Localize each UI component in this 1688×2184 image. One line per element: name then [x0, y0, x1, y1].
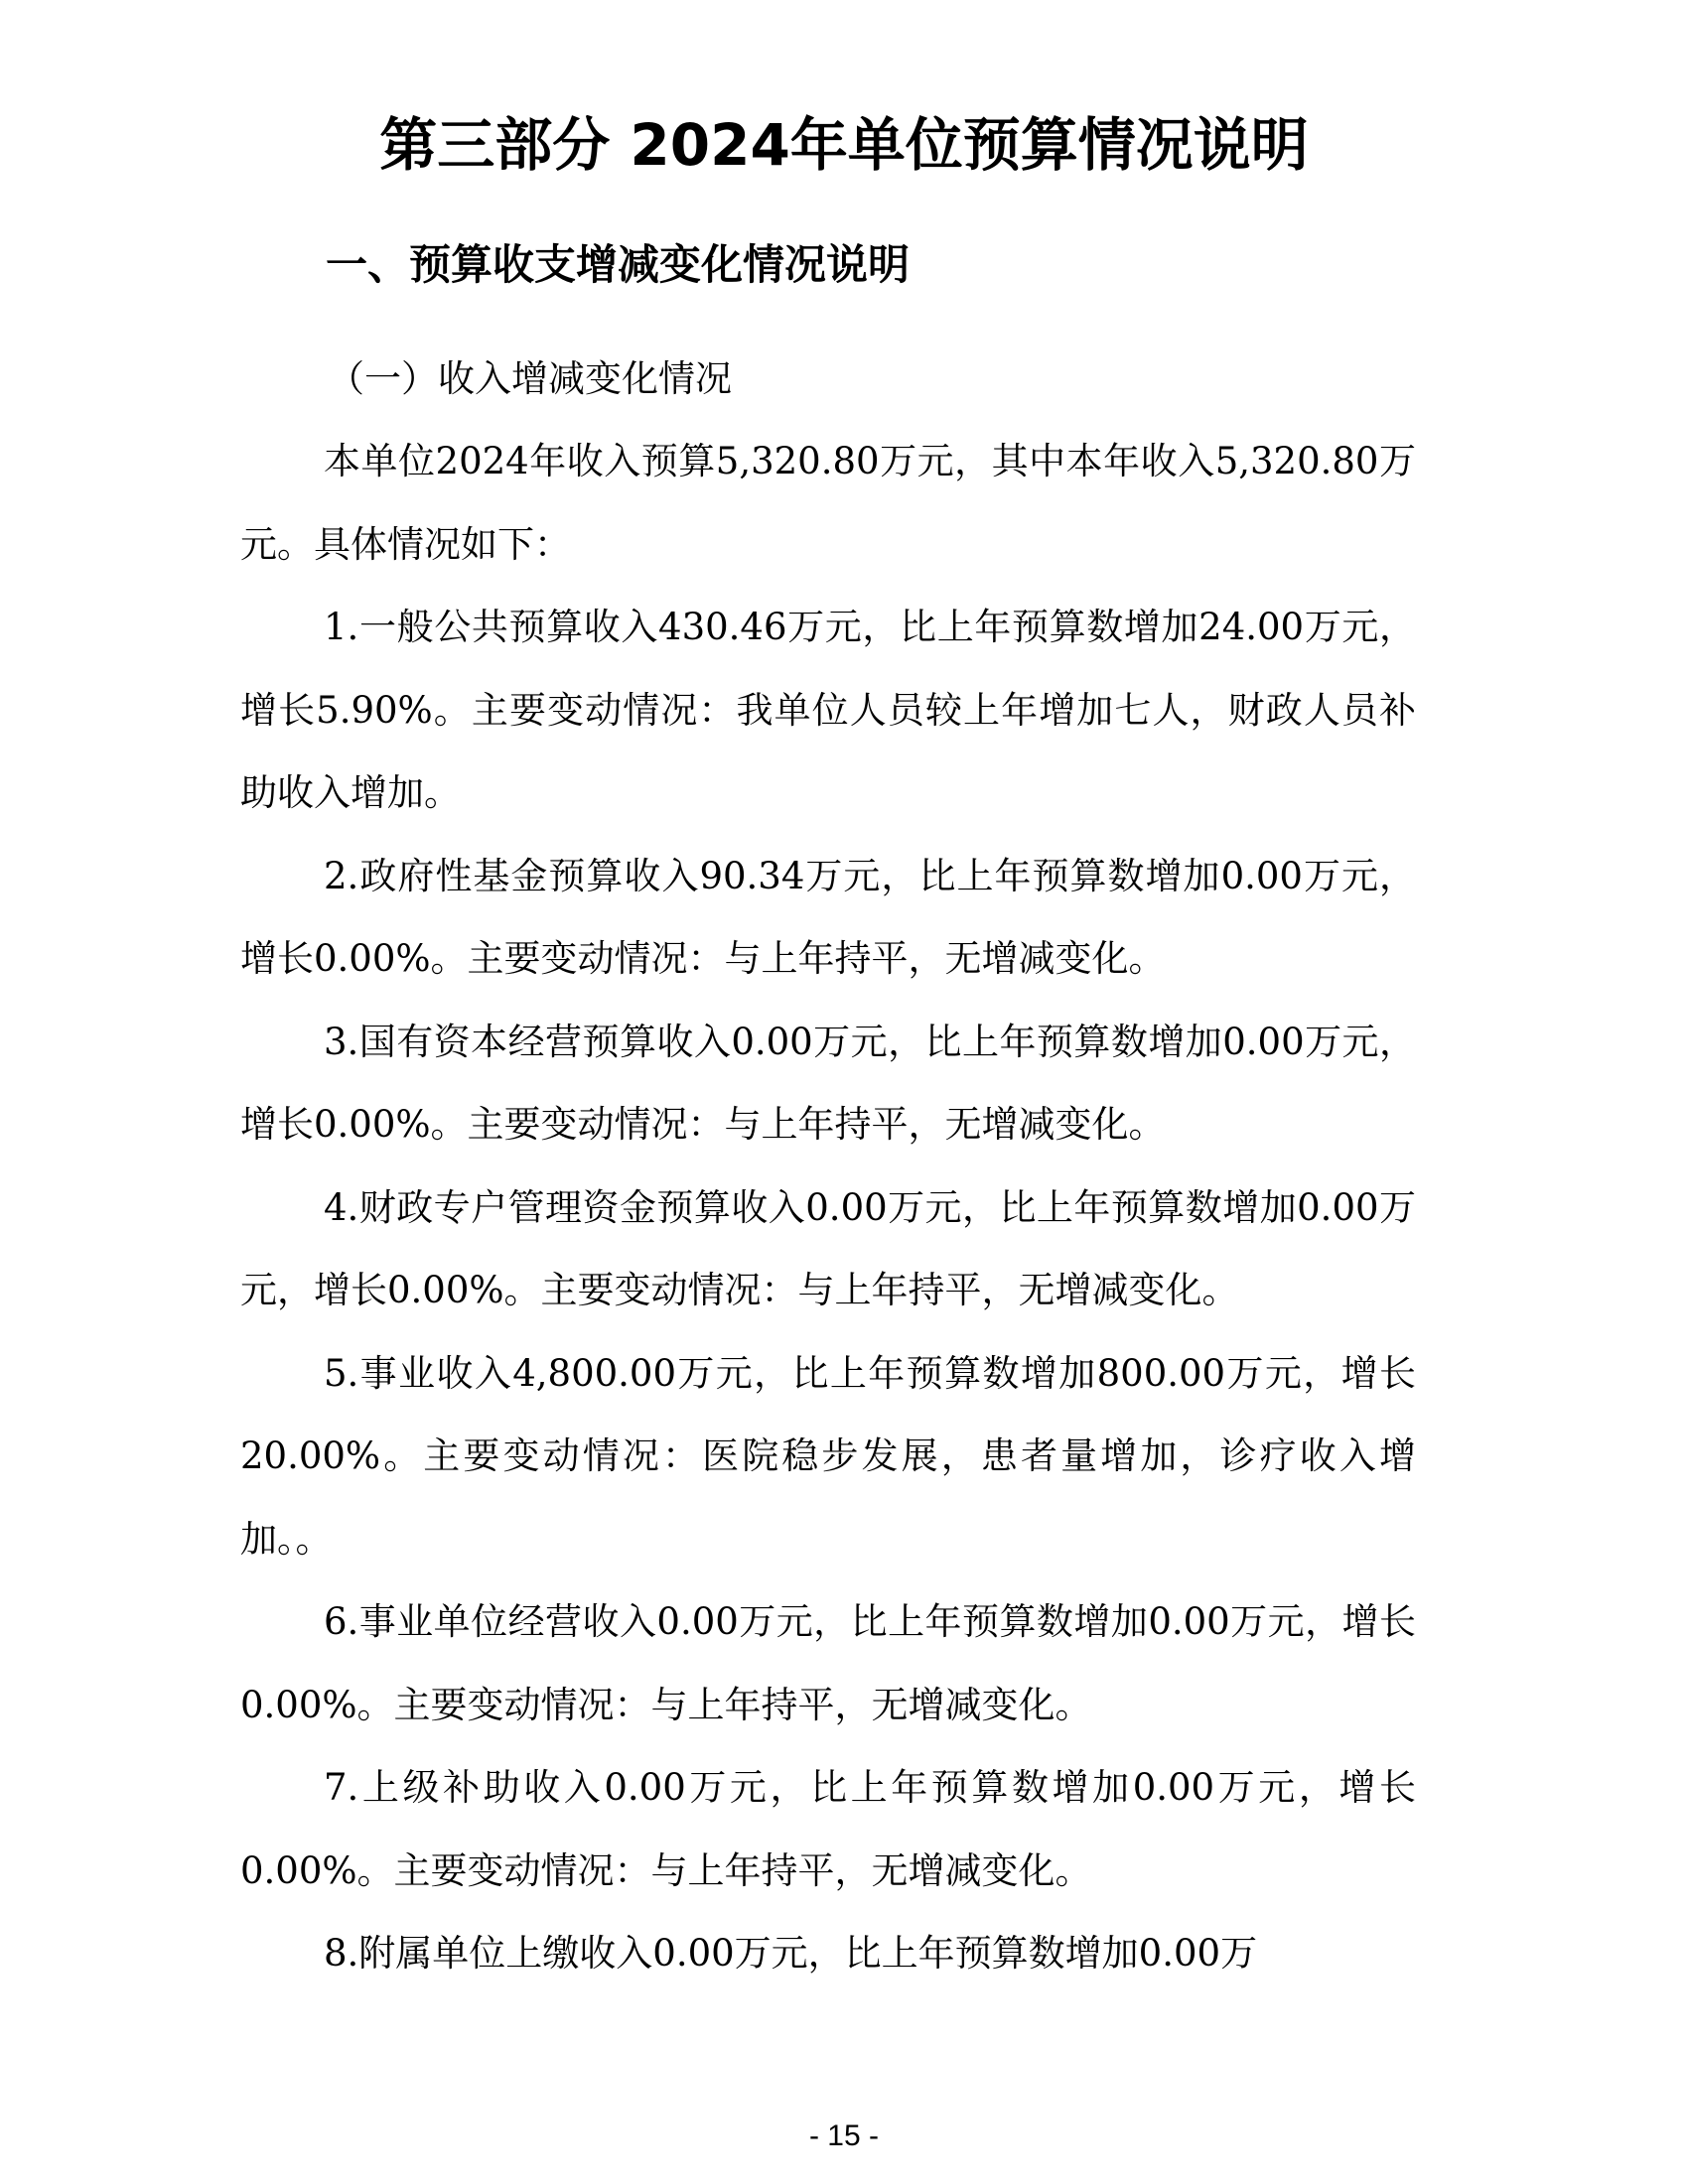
paragraph-government-fund-income: 2.政府性基金预算收入90.34万元，比上年预算数增加0.00万元，增长0.00%。主要变动情况：与上年持平，无增减变化。 [240, 854, 1416, 980]
paragraph-business-income: 5.事业收入4,800.00万元，比上年预算数增加800.00万元，增长20.00%。主要变动情况：医院稳步发展，患者量增加，诊疗收入增加。。 [240, 1351, 1416, 1561]
body-text [240, 420, 1416, 1995]
paragraph-special-account-income: 4.财政专户管理资金预算收入0.00万元，比上年预算数增加0.00万元，增长0.00%。主要变动情况：与上年持平，无增减变化。 [240, 1185, 1416, 1311]
page-title: 第三部分 2024年单位预算情况说明 [379, 111, 1309, 179]
section-heading: 一、预算收支增减变化情况说明 [326, 240, 911, 289]
paragraph-summary: 本单位2024年收入预算5,320.80万元，其中本年收入5,320.80万元。具体情况如下： [240, 440, 1416, 566]
paragraph-general-budget-income: 1.一般公共预算收入430.46万元，比上年预算数增加24.00万元，增长5.90%。主要变动情况：我单位人员较上年增加七人，财政人员补助收入增加。 [240, 606, 1416, 814]
paragraph-state-capital-income: 3.国有资本经营预算收入0.00万元，比上年预算数增加0.00万元，增长0.00%。主要变动情况：与上年持平，无增减变化。 [240, 1020, 1416, 1146]
paragraph-subordinate-remittance-income: 8.附属单位上缴收入0.00万元，比上年预算数增加0.00万 [324, 1932, 1258, 1975]
page-number: - 15 - [808, 2119, 880, 2152]
paragraph-superior-subsidy-income: 7.上级补助收入0.00万元，比上年预算数增加0.00万元，增长0.00%。主要变动情况：与上年持平，无增减变化。 [240, 1766, 1416, 1892]
subsection-heading: （一）收入增减变化情况 [328, 357, 732, 400]
paragraph-operating-income: 6.事业单位经营收入0.00万元，比上年预算数增加0.00万元，增长0.00%。主要变动情况：与上年持平，无增减变化。 [240, 1600, 1416, 1726]
